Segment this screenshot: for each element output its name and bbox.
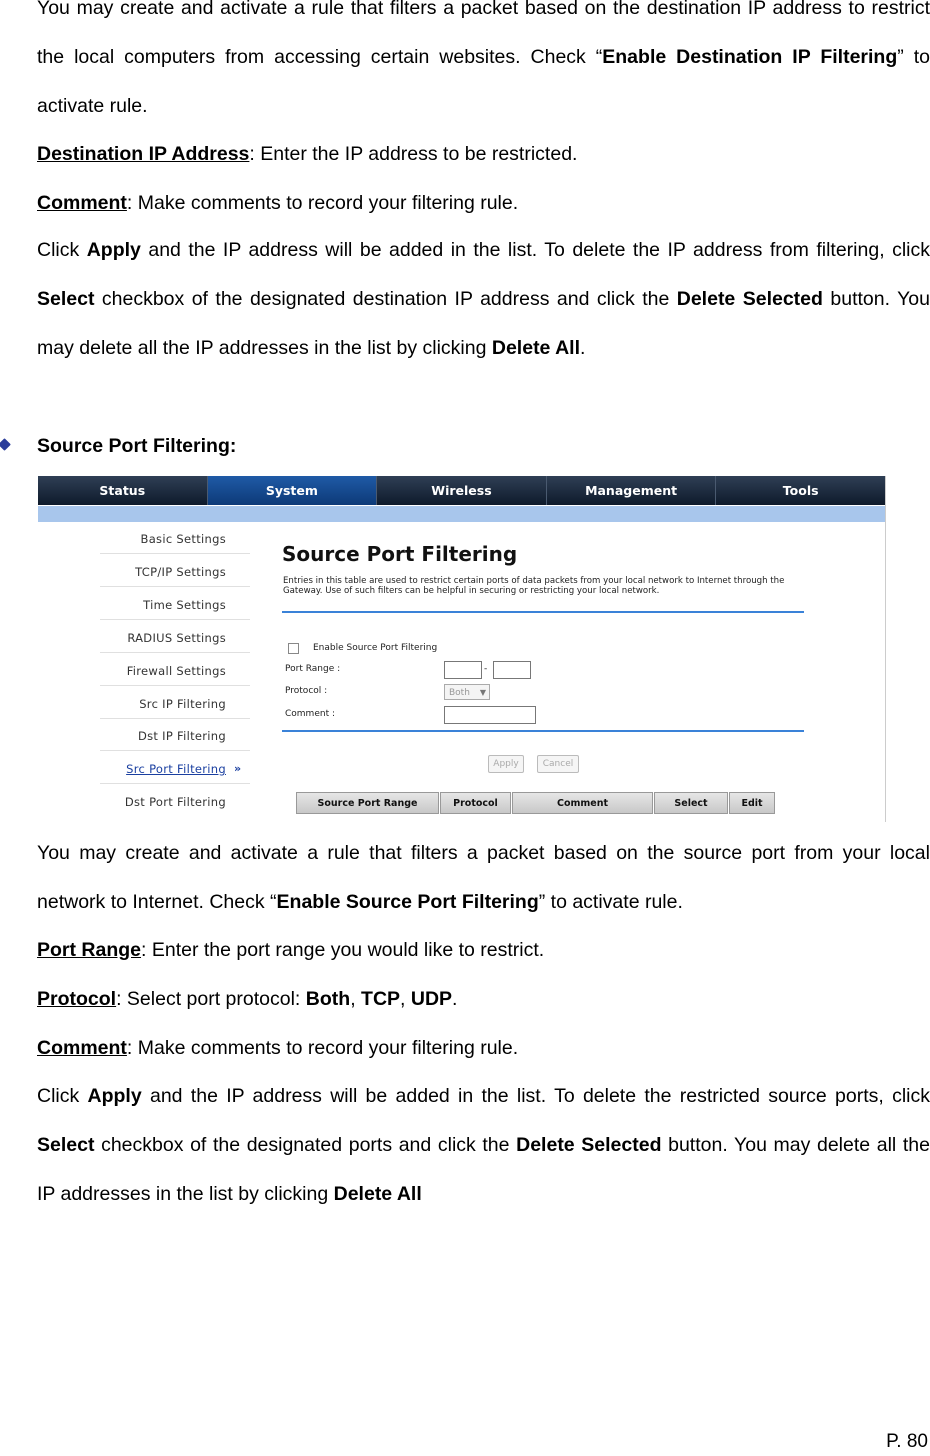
sidebar-item-basic-settings[interactable]: Basic Settings [140, 532, 226, 546]
dst-ip-desc: : Enter the IP address to be restricted. [249, 143, 578, 165]
sidebar-divider [100, 718, 250, 719]
protocol-term: Protocol [37, 988, 117, 1010]
range-dash: - [484, 664, 488, 674]
dst-end-period: . [580, 336, 586, 359]
sidebar-divider [100, 750, 250, 751]
port-range-term: Port Range [37, 939, 142, 961]
sidebar-item-src-ip-filtering[interactable]: Src IP Filtering [139, 697, 226, 711]
src-intro-text: You may create and activate a rule that filters a packet based on the source port from your local network to Internet. Check “ [37, 842, 930, 913]
dst-field-comment [37, 191, 518, 215]
sidebar-divider [100, 619, 250, 620]
src-field-port-range [37, 938, 544, 962]
src-delete-all-word: Delete All [333, 1182, 422, 1205]
protocol-desc: : Select port protocol: [116, 988, 306, 1010]
port-range-desc: : Enter the port range you would like to restrict. [141, 939, 545, 961]
page-description: Entries in this table are used to restrict certain ports of data packets from your local network to Internet through the Gateway. Use of such filters can be helpful in securing or restricting your local network. [283, 576, 785, 596]
comma: , [350, 988, 362, 1010]
enable-source-port-filtering-checkbox[interactable] [288, 643, 299, 654]
sidebar-item-tcpip-settings[interactable]: TCP/IP Settings [135, 565, 226, 579]
comment-desc: : Make comments to record your filtering rule. [126, 1037, 519, 1059]
bullet-icon [0, 438, 11, 451]
src-intro-tail: ” to activate rule. [538, 890, 683, 913]
dst-intro-text: You may create and activate a rule that filters a packet based on the destination IP address to restrict the local computers from accessing certain websites. Check “ [37, 0, 930, 68]
dst-ip-label: Destination IP Address [37, 143, 250, 165]
page-number: P. 80 [886, 1431, 928, 1452]
sidebar [38, 522, 250, 822]
dst-select-word: Select [37, 287, 95, 310]
src-intro-paragraph [37, 829, 930, 927]
dst-click-word: Click [37, 239, 87, 261]
sidebar-item-radius-settings[interactable]: RADIUS Settings [127, 631, 226, 645]
protocol-value: Both [449, 688, 470, 698]
nav-tab-tools[interactable]: Tools [782, 483, 819, 498]
divider [282, 611, 804, 613]
comment-label: Comment : [285, 709, 335, 719]
sidebar-item-dst-ip-filtering[interactable]: Dst IP Filtering [137, 729, 226, 743]
src-heading: Source Port Filtering: [37, 435, 237, 457]
current-page-arrow-icon: » [234, 762, 242, 775]
src-select-text: checkbox of the designated ports and click the [94, 1133, 517, 1156]
col-comment: Comment [512, 792, 653, 814]
content-panel [282, 522, 885, 822]
sidebar-item-dst-port-filtering[interactable]: Dst Port Filtering [124, 795, 226, 809]
port-range-label: Port Range : [285, 664, 341, 674]
src-intro-bold: Enable Source Port Filtering [276, 890, 539, 913]
comma: , [400, 988, 411, 1010]
dst-intro-tail: ” to activate rule. [37, 45, 930, 117]
src-select-word: Select [37, 1133, 95, 1156]
divider [282, 730, 804, 732]
sidebar-divider [100, 652, 250, 653]
col-edit: Edit [729, 792, 775, 814]
src-delete-text: button. You may delete all the IP addresses in the list by clicking [37, 1133, 930, 1205]
protocol-select[interactable] [444, 684, 490, 700]
protocol-tcp: TCP [361, 988, 401, 1010]
comment-term: Comment [37, 1037, 127, 1059]
nav-underbar [38, 506, 885, 522]
dst-intro-bold: Enable Destination IP Filtering [602, 45, 898, 68]
period: . [452, 988, 458, 1010]
sidebar-item-src-port-filtering[interactable]: Src Port Filtering [126, 762, 226, 776]
sidebar-item-firewall-settings[interactable]: Firewall Settings [126, 664, 226, 678]
dst-field-ip [37, 142, 577, 166]
page-title: Source Port Filtering [282, 542, 518, 566]
apply-button[interactable]: Apply [488, 755, 524, 773]
dst-intro-paragraph [37, 0, 930, 130]
src-click-paragraph [37, 1072, 930, 1218]
dst-apply-word: Apply [86, 239, 141, 261]
enable-label: Enable Source Port Filtering [313, 643, 438, 653]
port-range-start-input[interactable] [444, 661, 482, 679]
comment-input[interactable] [444, 706, 536, 724]
col-source-port-range: Source Port Range [296, 792, 439, 814]
sidebar-divider [100, 685, 250, 686]
col-protocol: Protocol [440, 792, 511, 814]
sidebar-divider [100, 783, 250, 784]
protocol-label: Protocol : [285, 686, 328, 696]
dst-comment-label: Comment [37, 192, 127, 214]
nav-tab-management[interactable]: Management [547, 476, 717, 505]
src-field-comment [37, 1036, 518, 1060]
dst-delete-text: button. You may delete all the IP addresses in the list by clicking [37, 287, 930, 359]
port-range-end-input[interactable] [493, 661, 531, 679]
dst-delete-selected-word: Delete Selected [676, 287, 823, 310]
dst-apply-text: and the IP address will be added in the list. To delete the IP address from filtering, click [140, 239, 930, 261]
sidebar-divider [100, 553, 250, 554]
dst-delete-all-word: Delete All [491, 336, 581, 359]
nav-tab-wireless[interactable]: Wireless [377, 476, 547, 505]
src-click-word: Click [37, 1085, 88, 1107]
protocol-udp: UDP [410, 988, 453, 1010]
col-select: Select [654, 792, 728, 814]
src-field-protocol [37, 987, 457, 1011]
src-delete-selected-word: Delete Selected [516, 1133, 662, 1156]
top-nav [38, 476, 885, 505]
nav-tab-system[interactable]: System [208, 476, 378, 505]
cancel-button[interactable]: Cancel [537, 755, 579, 773]
filter-table-header [54, 792, 776, 814]
router-screenshot [38, 476, 886, 822]
dst-comment-desc: : Make comments to record your filtering rule. [126, 192, 519, 214]
dst-click-paragraph [37, 226, 930, 372]
dst-select-text: checkbox of the designated destination IP address and click the [94, 287, 677, 310]
chevron-down-icon: ▼ [479, 688, 486, 697]
protocol-both: Both [305, 988, 351, 1010]
src-apply-word: Apply [87, 1085, 142, 1107]
sidebar-divider [100, 586, 250, 587]
sidebar-item-time-settings[interactable]: Time Settings [143, 598, 226, 612]
nav-tab-status[interactable]: Status [38, 476, 208, 505]
src-apply-text: and the IP address will be added in the list. To delete the restricted source ports, click [141, 1085, 930, 1107]
